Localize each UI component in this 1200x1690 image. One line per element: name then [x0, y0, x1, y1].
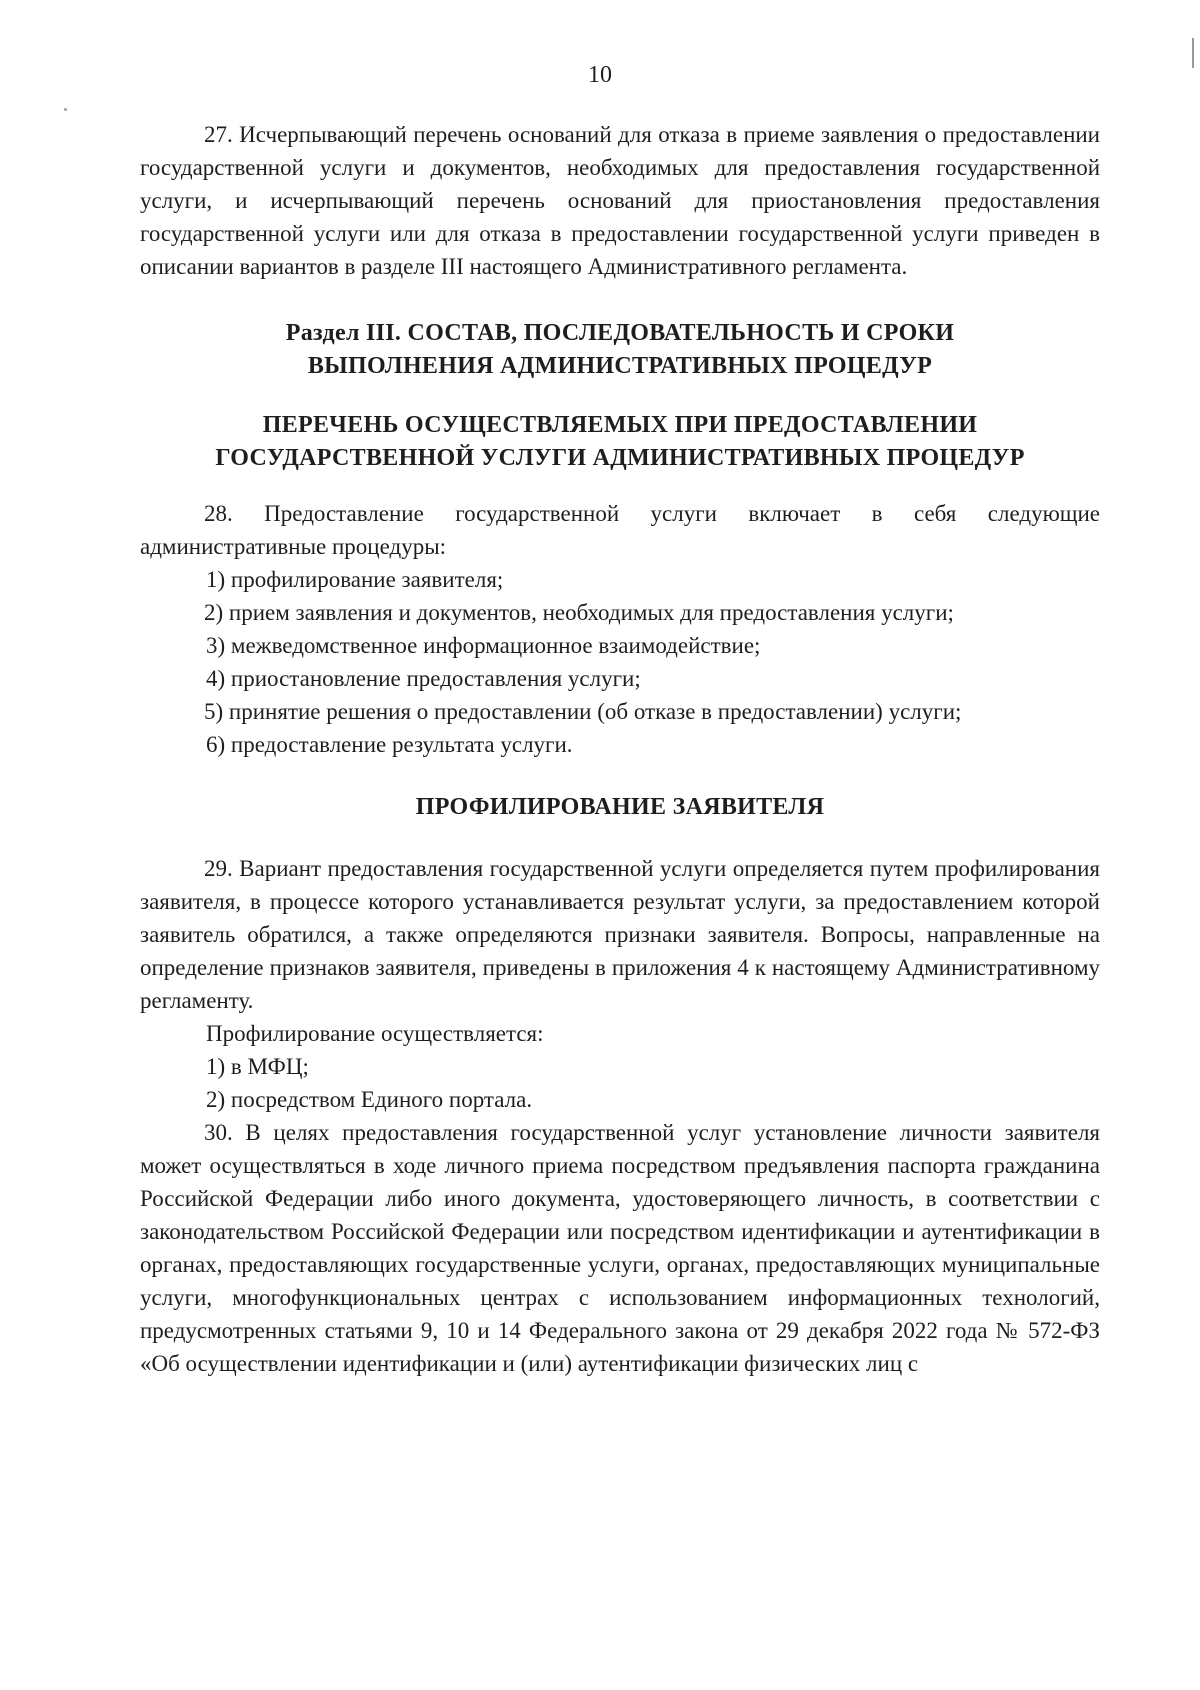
paragraph-28: 28. Предоставление государственной услуги включает в себя следующие административные процедуры: — [140, 501, 1100, 559]
page-number: 10 — [588, 62, 612, 88]
profiling-intro: Профилирование осуществляется: — [206, 1021, 544, 1046]
section-heading-line-1: Раздел III. СОСТАВ, ПОСЛЕДОВАТЕЛЬНОСТЬ И СРОКИ — [285, 320, 955, 346]
profiling-item-2: 2) посредством Единого портала. — [206, 1087, 533, 1112]
scan-speck — [64, 108, 67, 111]
procedure-item-2: 2) прием заявления и документов, необходимых для предоставления услуги; — [204, 600, 954, 625]
profiling-item-1: 1) в МФЦ; — [206, 1054, 309, 1079]
procedure-item-3: 3) межведомственное информационное взаимодействие; — [206, 633, 761, 658]
subsection-heading-line-1: ПЕРЕЧЕНЬ ОСУЩЕСТВЛЯЕМЫХ ПРИ ПРЕДОСТАВЛЕНИИ — [262, 412, 978, 438]
paragraph-29: 29. Вариант предоставления государственной услуги определяется путем профилирования заявителя, в процессе которого устанавливается результат услуги, за предоставлением которой заявитель обратился, а также определяются признаки заявителя. Вопросы, направленные на определение признаков заявителя, приведены в приложения 4 к настоящему Административному регламенту. — [140, 856, 1100, 1013]
subsection-heading-line-2: ГОСУДАРСТВЕННОЙ УСЛУГИ АДМИНИСТРАТИВНЫХ ПРОЦЕДУР — [215, 445, 1025, 471]
paragraph-27: 27. Исчерпывающий перечень оснований для отказа в приеме заявления о предоставлении государственной услуги и документов, необходимых для предоставления государственной услуги, и исчерпывающий перечень оснований для приостановления предоставления государственной услуги или для отказа в предоставлении государственной услуги приведен в описании вариантов в разделе III настоящего Административного регламента. — [140, 122, 1100, 279]
paragraph-30: 30. В целях предоставления государственной услуг установление личности заявителя может осуществляться в ходе личного приема посредством предъявления паспорта гражданина Российской Федерации либо иного документа, удостоверяющего личность, в соответствии с законодательством Российской Федерации или посредством идентификации и аутентификации в органах, предоставляющих государственные услуги, органах, предоставляющих муниципальные услуги, многофункциональных центрах с использованием информационных технологий, предусмотренных статьями 9, 10 и 14 Федерального закона от 29 декабря 2022 года № 572-ФЗ «Об осуществлении идентификации и (или) аутентификации физических лиц с — [140, 1120, 1100, 1376]
document-body — [140, 118, 1100, 1380]
procedure-item-1: 1) профилирование заявителя; — [206, 567, 504, 592]
profiling-heading: ПРОФИЛИРОВАНИЕ ЗАЯВИТЕЛЯ — [415, 794, 825, 820]
procedure-item-6: 6) предоставление результата услуги. — [206, 732, 573, 757]
procedure-item-4: 4) приостановление предоставления услуги; — [206, 666, 641, 691]
subsection-heading — [140, 409, 1100, 475]
section-heading-line-2: ВЫПОЛНЕНИЯ АДМИНИСТРАТИВНЫХ ПРОЦЕДУР — [307, 353, 933, 379]
section-heading — [140, 317, 1100, 383]
procedure-item-5: 5) принятие решения о предоставлении (об отказе в предоставлении) услуги; — [204, 699, 962, 724]
